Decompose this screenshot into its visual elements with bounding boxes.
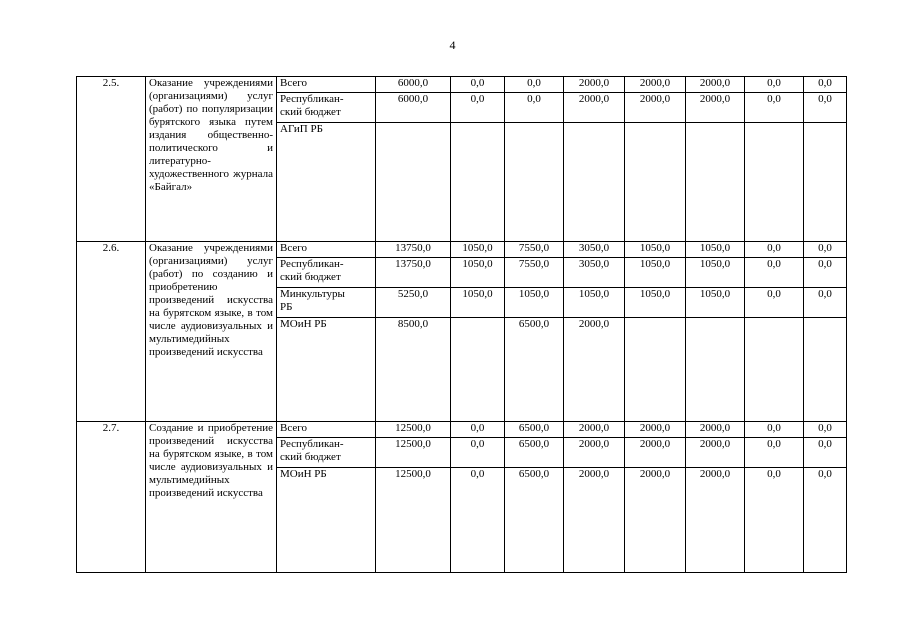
amount-cell: 8500,0: [376, 318, 451, 422]
amount-cell: 0,0: [745, 438, 804, 468]
amount-cell: 1050,0: [686, 288, 745, 318]
amount-cell: 1050,0: [564, 288, 625, 318]
amount-cell: 7550,0: [505, 258, 564, 288]
amount-cell: 2000,0: [564, 318, 625, 422]
amount-cell: [804, 318, 847, 422]
amount-cell: 1050,0: [451, 258, 505, 288]
row-number: 2.5.: [77, 77, 146, 242]
amount-cell: 0,0: [745, 288, 804, 318]
row-description: Оказание учреждениями (организациями) услуг (работ) по популяризации бурятского языка путем издания общественно-политического и литературно-художественного журнала «Байгал»: [146, 77, 277, 242]
table-row: [77, 77, 847, 93]
amount-cell: 13750,0: [376, 242, 451, 258]
amount-cell: 0,0: [804, 77, 847, 93]
table-row: [77, 242, 847, 258]
table-row: [77, 422, 847, 438]
amount-cell: 6000,0: [376, 93, 451, 123]
page-number: 4: [449, 38, 456, 52]
amount-cell: 1050,0: [686, 242, 745, 258]
amount-cell: 2000,0: [564, 468, 625, 573]
amount-cell: 6500,0: [505, 438, 564, 468]
amount-cell: 0,0: [745, 242, 804, 258]
amount-cell: 6500,0: [505, 318, 564, 422]
amount-cell: 0,0: [451, 468, 505, 573]
amount-cell: 2000,0: [625, 438, 686, 468]
amount-cell: 12500,0: [376, 422, 451, 438]
amount-cell: 0,0: [505, 77, 564, 93]
amount-cell: 6000,0: [376, 77, 451, 93]
amount-cell: 0,0: [451, 77, 505, 93]
amount-cell: [804, 123, 847, 242]
amount-cell: 0,0: [804, 93, 847, 123]
amount-cell: 2000,0: [625, 77, 686, 93]
amount-cell: 2000,0: [625, 468, 686, 573]
amount-cell: 0,0: [804, 258, 847, 288]
amount-cell: 6500,0: [505, 468, 564, 573]
amount-cell: [625, 318, 686, 422]
amount-cell: 0,0: [804, 288, 847, 318]
amount-cell: 0,0: [451, 93, 505, 123]
amount-cell: [745, 123, 804, 242]
amount-cell: 0,0: [451, 438, 505, 468]
amount-cell: 0,0: [804, 468, 847, 573]
funding-source: Всего: [277, 242, 376, 258]
amount-cell: 13750,0: [376, 258, 451, 288]
amount-cell: 0,0: [745, 77, 804, 93]
amount-cell: 0,0: [804, 422, 847, 438]
amount-cell: 2000,0: [686, 422, 745, 438]
amount-cell: 7550,0: [505, 242, 564, 258]
funding-source: Республикан- ский бюджет: [277, 258, 376, 288]
amount-cell: 2000,0: [564, 93, 625, 123]
amount-cell: 0,0: [451, 422, 505, 438]
amount-cell: 2000,0: [564, 422, 625, 438]
funding-source: МОиН РБ: [277, 318, 376, 422]
amount-cell: [686, 123, 745, 242]
amount-cell: 2000,0: [686, 93, 745, 123]
row-number: 2.7.: [77, 422, 146, 573]
amount-cell: 2000,0: [686, 468, 745, 573]
row-description: Оказание учреждениями (организациями) услуг (работ) по созданию и приобретению произведений искусства на бурятском языке, в том числе аудиовизуальных и мультимедийных произведений искусства: [146, 242, 277, 422]
amount-cell: 1050,0: [625, 242, 686, 258]
amount-cell: 0,0: [505, 93, 564, 123]
amount-cell: 2000,0: [686, 77, 745, 93]
amount-cell: 2000,0: [625, 422, 686, 438]
funding-source: Республикан- ский бюджет: [277, 438, 376, 468]
funding-source: Минкультуры РБ: [277, 288, 376, 318]
funding-source: Всего: [277, 422, 376, 438]
amount-cell: 6500,0: [505, 422, 564, 438]
amount-cell: 12500,0: [376, 438, 451, 468]
amount-cell: 2000,0: [564, 77, 625, 93]
amount-cell: 1050,0: [451, 288, 505, 318]
amount-cell: 1050,0: [505, 288, 564, 318]
amount-cell: 2000,0: [625, 93, 686, 123]
amount-cell: [505, 123, 564, 242]
amount-cell: 1050,0: [451, 242, 505, 258]
amount-cell: 3050,0: [564, 258, 625, 288]
amount-cell: [376, 123, 451, 242]
amount-cell: [564, 123, 625, 242]
amount-cell: 2000,0: [564, 438, 625, 468]
amount-cell: 0,0: [804, 438, 847, 468]
amount-cell: 0,0: [745, 258, 804, 288]
row-number: 2.6.: [77, 242, 146, 422]
budget-table: [76, 76, 847, 573]
funding-source: АГиП РБ: [277, 123, 376, 242]
amount-cell: 0,0: [745, 422, 804, 438]
amount-cell: [451, 123, 505, 242]
amount-cell: [686, 318, 745, 422]
amount-cell: 0,0: [745, 468, 804, 573]
funding-source: Республикан- ский бюджет: [277, 93, 376, 123]
amount-cell: 12500,0: [376, 468, 451, 573]
amount-cell: 1050,0: [625, 288, 686, 318]
amount-cell: 2000,0: [686, 438, 745, 468]
row-description: Создание и приобретение произведений искусства на бурятском языке, в том числе аудиовизуальных и мультимедийных произведений искусства: [146, 422, 277, 573]
funding-source: МОиН РБ: [277, 468, 376, 573]
amount-cell: [451, 318, 505, 422]
amount-cell: [625, 123, 686, 242]
amount-cell: 1050,0: [625, 258, 686, 288]
amount-cell: 3050,0: [564, 242, 625, 258]
amount-cell: 0,0: [804, 242, 847, 258]
amount-cell: 5250,0: [376, 288, 451, 318]
amount-cell: 1050,0: [686, 258, 745, 288]
funding-source: Всего: [277, 77, 376, 93]
amount-cell: [745, 318, 804, 422]
amount-cell: 0,0: [745, 93, 804, 123]
